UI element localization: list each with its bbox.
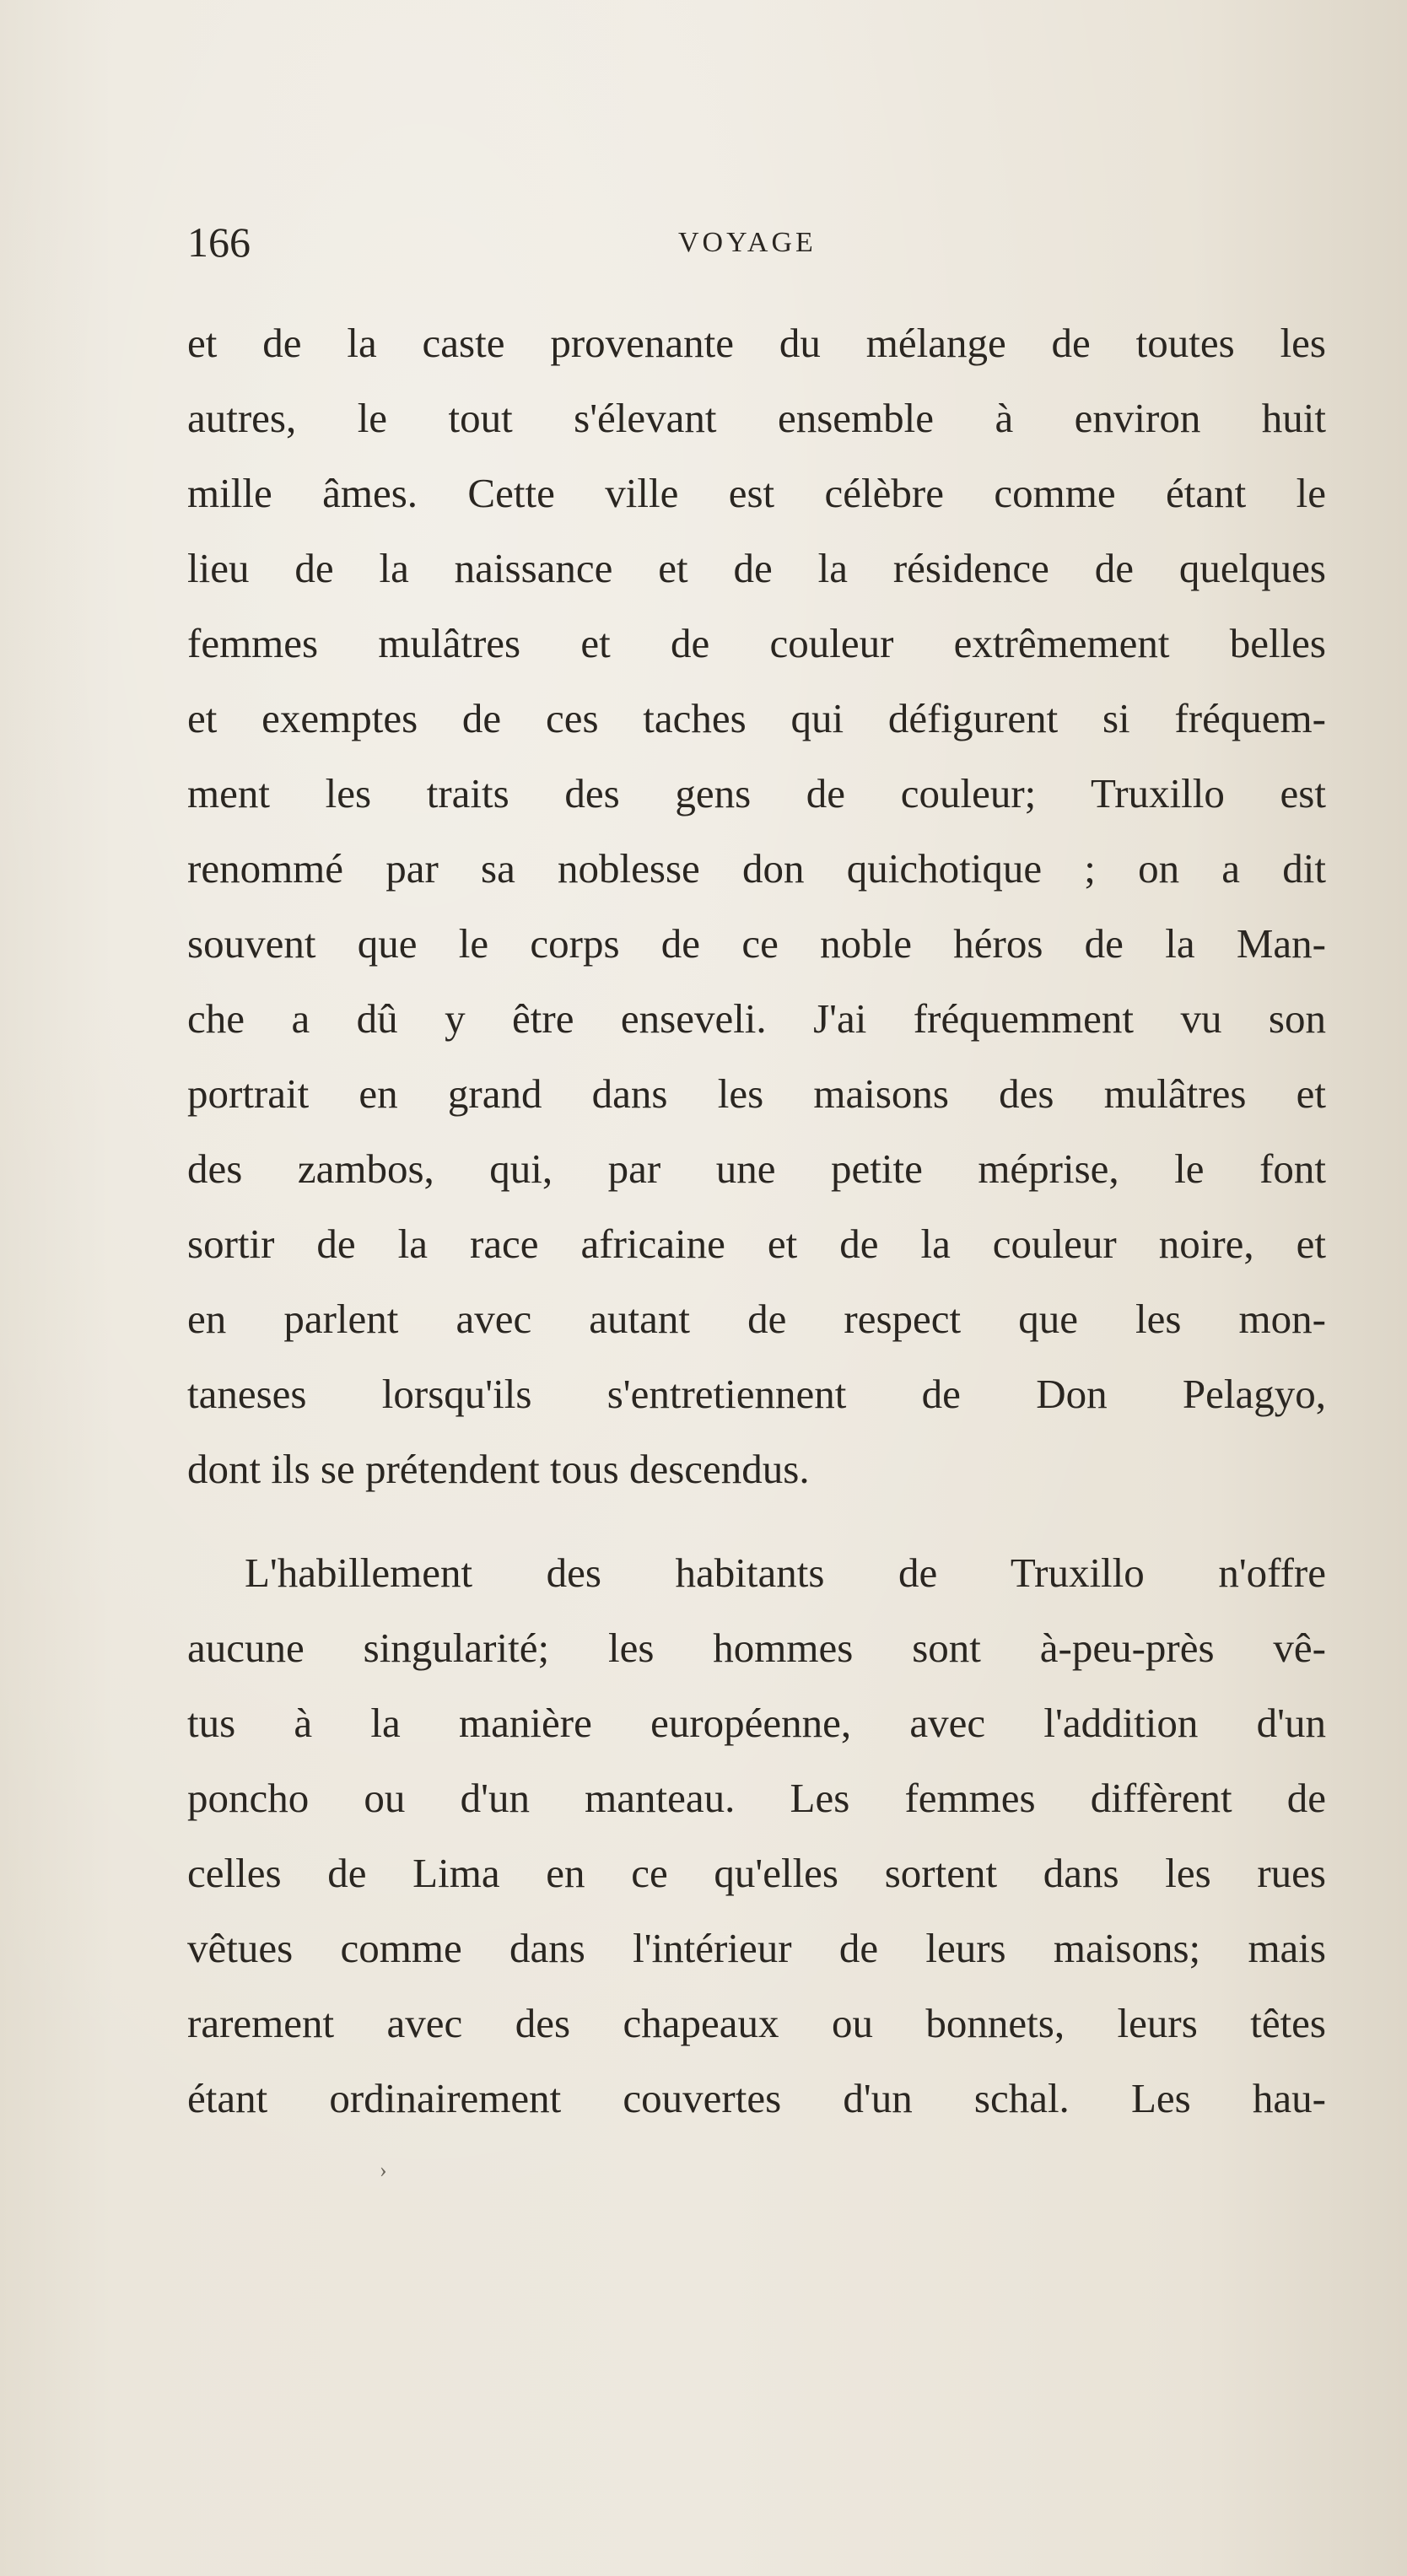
text-line: che a dû y être enseveli. J'ai fréquemment vu son (187, 995, 1326, 1042)
text-line: sortir de la race africaine et de la couleur noire, et (187, 1221, 1326, 1267)
text-line: taneses lorsqu'ils s'entretiennent de Don Pelagyo, (187, 1371, 1326, 1417)
text-line: L'habillement des habitants de Truxillo n'offre (245, 1549, 1326, 1596)
signature-mark: › (380, 2158, 387, 2182)
paragraph-2 (187, 1535, 1326, 2136)
text-line: mille âmes. Cette ville est célèbre comme étant le (187, 470, 1326, 516)
text-line: portrait en grand dans les maisons des mulâtres et (187, 1070, 1326, 1117)
text-line: en parlent avec autant de respect que les mon- (187, 1296, 1326, 1342)
page-header (187, 213, 1326, 272)
text-line: souvent que le corps de ce noble héros de la Man- (187, 920, 1326, 967)
text-line: aucune singularité; les hommes sont à-peu-près vê- (187, 1625, 1326, 1671)
text-line: tus à la manière européenne, avec l'addition d'un (187, 1700, 1326, 1746)
text-line: lieu de la naissance et de la résidence de quelques (187, 545, 1326, 591)
text-line: des zambos, qui, par une petite méprise, le font (187, 1145, 1326, 1192)
page-number: 166 (187, 218, 251, 266)
text-line: poncho ou d'un manteau. Les femmes diffèrent de (187, 1775, 1326, 1821)
text-line: et exemptes de ces taches qui défigurent si fréquem- (187, 695, 1326, 741)
text-line: vêtues comme dans l'intérieur de leurs maisons; mais (187, 1925, 1326, 1971)
text-line: étant ordinairement couvertes d'un schal. Les hau- (187, 2075, 1326, 2121)
text-line: femmes mulâtres et de couleur extrêmement belles (187, 620, 1326, 666)
paragraph-gap (187, 1506, 1326, 1535)
text-line: celles de Lima en ce qu'elles sortent dans les rues (187, 1850, 1326, 1896)
text-line: autres, le tout s'élevant ensemble à environ huit (187, 395, 1326, 441)
running-head: VOYAGE (678, 227, 817, 258)
text-line: renommé par sa noblesse don quichotique ; on a dit (187, 845, 1326, 892)
body-text (187, 305, 1326, 2136)
paragraph-1 (187, 305, 1326, 1506)
text-line: et de la caste provenante du mélange de toutes les (187, 320, 1326, 366)
text-line: rarement avec des chapeaux ou bonnets, leurs têtes (187, 2000, 1326, 2046)
text-line: ment les traits des gens de couleur; Truxillo est (187, 770, 1326, 816)
text-line: dont ils se prétendent tous descendus. (187, 1446, 810, 1492)
